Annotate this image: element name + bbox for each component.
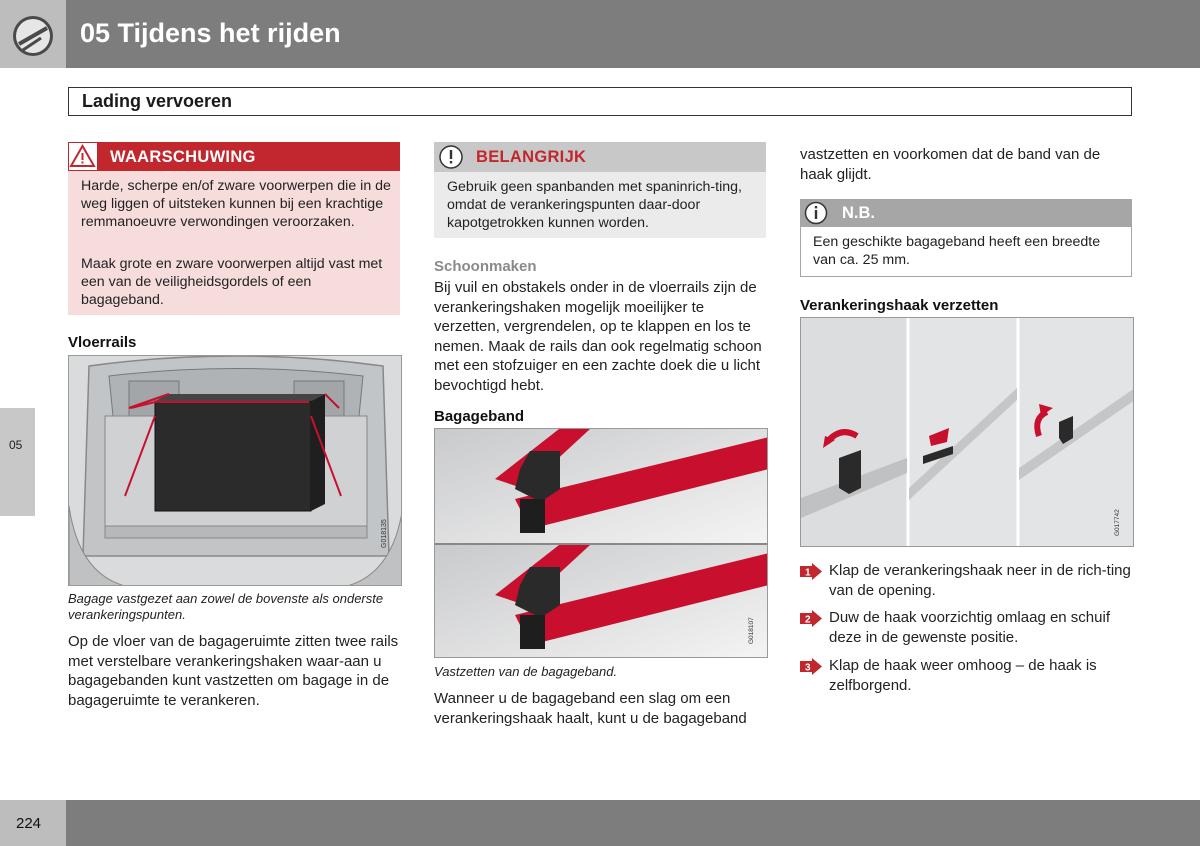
warning-header bbox=[68, 142, 400, 171]
nb-body bbox=[800, 227, 1132, 277]
nb-title: N.B. bbox=[842, 204, 875, 222]
step-1-text: Klap de verankeringshaak neer in de rich-ting van de opening. bbox=[829, 562, 1131, 599]
hook-drawing bbox=[801, 318, 1134, 547]
svg-text:3: 3 bbox=[805, 662, 811, 674]
warning-icon-box bbox=[68, 142, 98, 171]
important-body bbox=[434, 172, 766, 238]
vloerrails-caption: Bagage vastgezet aan zowel de bovenste als onderste verankeringspunten. bbox=[68, 591, 384, 622]
bagageband-caption: Vastzetten van de bagageband. bbox=[434, 664, 618, 679]
step-2-text: Duw de haak voorzichtig omlaag en schuif deze in de gewenste positie. bbox=[829, 609, 1110, 646]
steering-wheel-icon bbox=[11, 14, 55, 58]
section-title-box bbox=[68, 87, 1132, 116]
bagageband-heading: Bagageband bbox=[434, 408, 525, 425]
warning-paragraph-2: Maak grote en zware voorwerpen altijd vast met een van de veiligheidsgordels of een bagageband. bbox=[81, 256, 383, 308]
page-number: 224 bbox=[16, 815, 42, 832]
step-3-text: Klap de haak weer omhoog – de haak is zelfborgend. bbox=[829, 657, 1097, 694]
page-footer bbox=[0, 800, 1200, 846]
warning-paragraph-1: Harde, scherpe en/of zware voorwerpen die in de weg liggen of uitsteken kunnen bij een krachtige remmanoeuvre verwondingen veroorzaken. bbox=[81, 178, 391, 230]
vloerrails-heading: Vloerrails bbox=[68, 334, 137, 351]
strap-illustration bbox=[434, 428, 768, 658]
svg-text:1: 1 bbox=[805, 567, 811, 579]
chapter-title: 05 Tijdens het rijden bbox=[80, 18, 341, 48]
exclamation-circle-icon bbox=[438, 144, 464, 170]
important-text: Gebruik geen spanbanden met spaninrich-ting, omdat de verankeringspunten daar-door kapotgetrokken kunnen worden. bbox=[447, 179, 742, 231]
step-2 bbox=[800, 608, 1132, 648]
nb-text: Een geschikte bagageband heeft een breedte van ca. 25 mm. bbox=[813, 234, 1101, 268]
verzetten-heading: Verankeringshaak verzetten bbox=[800, 297, 999, 314]
section-title: Lading vervoeren bbox=[82, 91, 233, 111]
hook-illustration bbox=[800, 317, 1134, 547]
important-title: BELANGRIJK bbox=[476, 148, 587, 166]
warning-title: WAARSCHUWING bbox=[110, 148, 256, 166]
warning-body bbox=[68, 171, 400, 315]
image-code: G018107 bbox=[748, 617, 755, 644]
step-1 bbox=[800, 561, 1132, 601]
trunk-illustration bbox=[68, 355, 402, 586]
schoonmaken-paragraph: Bij vuil en obstakels onder in de vloerrails zijn de verankeringshaken mogelijk moeilijker te verzetten, vergrendelen, op te klappen en los te nemen. Maak de rails dan ook regelmatig schoon met een stofzuiger en een zachte doek die u licht bevochtigd hebt. bbox=[434, 279, 762, 394]
warning-triangle-icon bbox=[69, 143, 96, 169]
trunk-drawing bbox=[69, 356, 402, 586]
bagageband-paragraph-continued: vastzetten en voorkomen dat de band van de haak glijdt. bbox=[800, 146, 1101, 183]
vloerrails-paragraph: Op de vloer van de bagageruimte zitten twee rails met verstelbare verankeringshaken waar-aan u bagagebanden kunt vastzetten om bagage in de bagageruimte te verankeren. bbox=[68, 633, 399, 709]
chapter-badge bbox=[0, 0, 66, 68]
strap-drawing bbox=[435, 429, 768, 658]
image-code: G017742 bbox=[1114, 509, 1121, 536]
bagageband-paragraph: Wanneer u de bagageband een slag om een verankeringshaak haalt, kunt u de bagageband bbox=[434, 690, 747, 727]
svg-text:2: 2 bbox=[805, 614, 811, 626]
step-3 bbox=[800, 656, 1132, 696]
image-code: G018135 bbox=[381, 519, 388, 548]
step-2-arrow-icon bbox=[800, 610, 822, 627]
info-circle-icon bbox=[804, 201, 828, 225]
step-1-arrow-icon bbox=[800, 563, 822, 580]
step-3-arrow-icon bbox=[800, 658, 822, 675]
schoonmaken-heading: Schoonmaken bbox=[434, 258, 537, 275]
nb-header bbox=[800, 199, 1132, 227]
important-header bbox=[434, 142, 766, 172]
side-tab-label: 05 bbox=[9, 438, 23, 452]
chapter-side-tab bbox=[0, 408, 35, 516]
